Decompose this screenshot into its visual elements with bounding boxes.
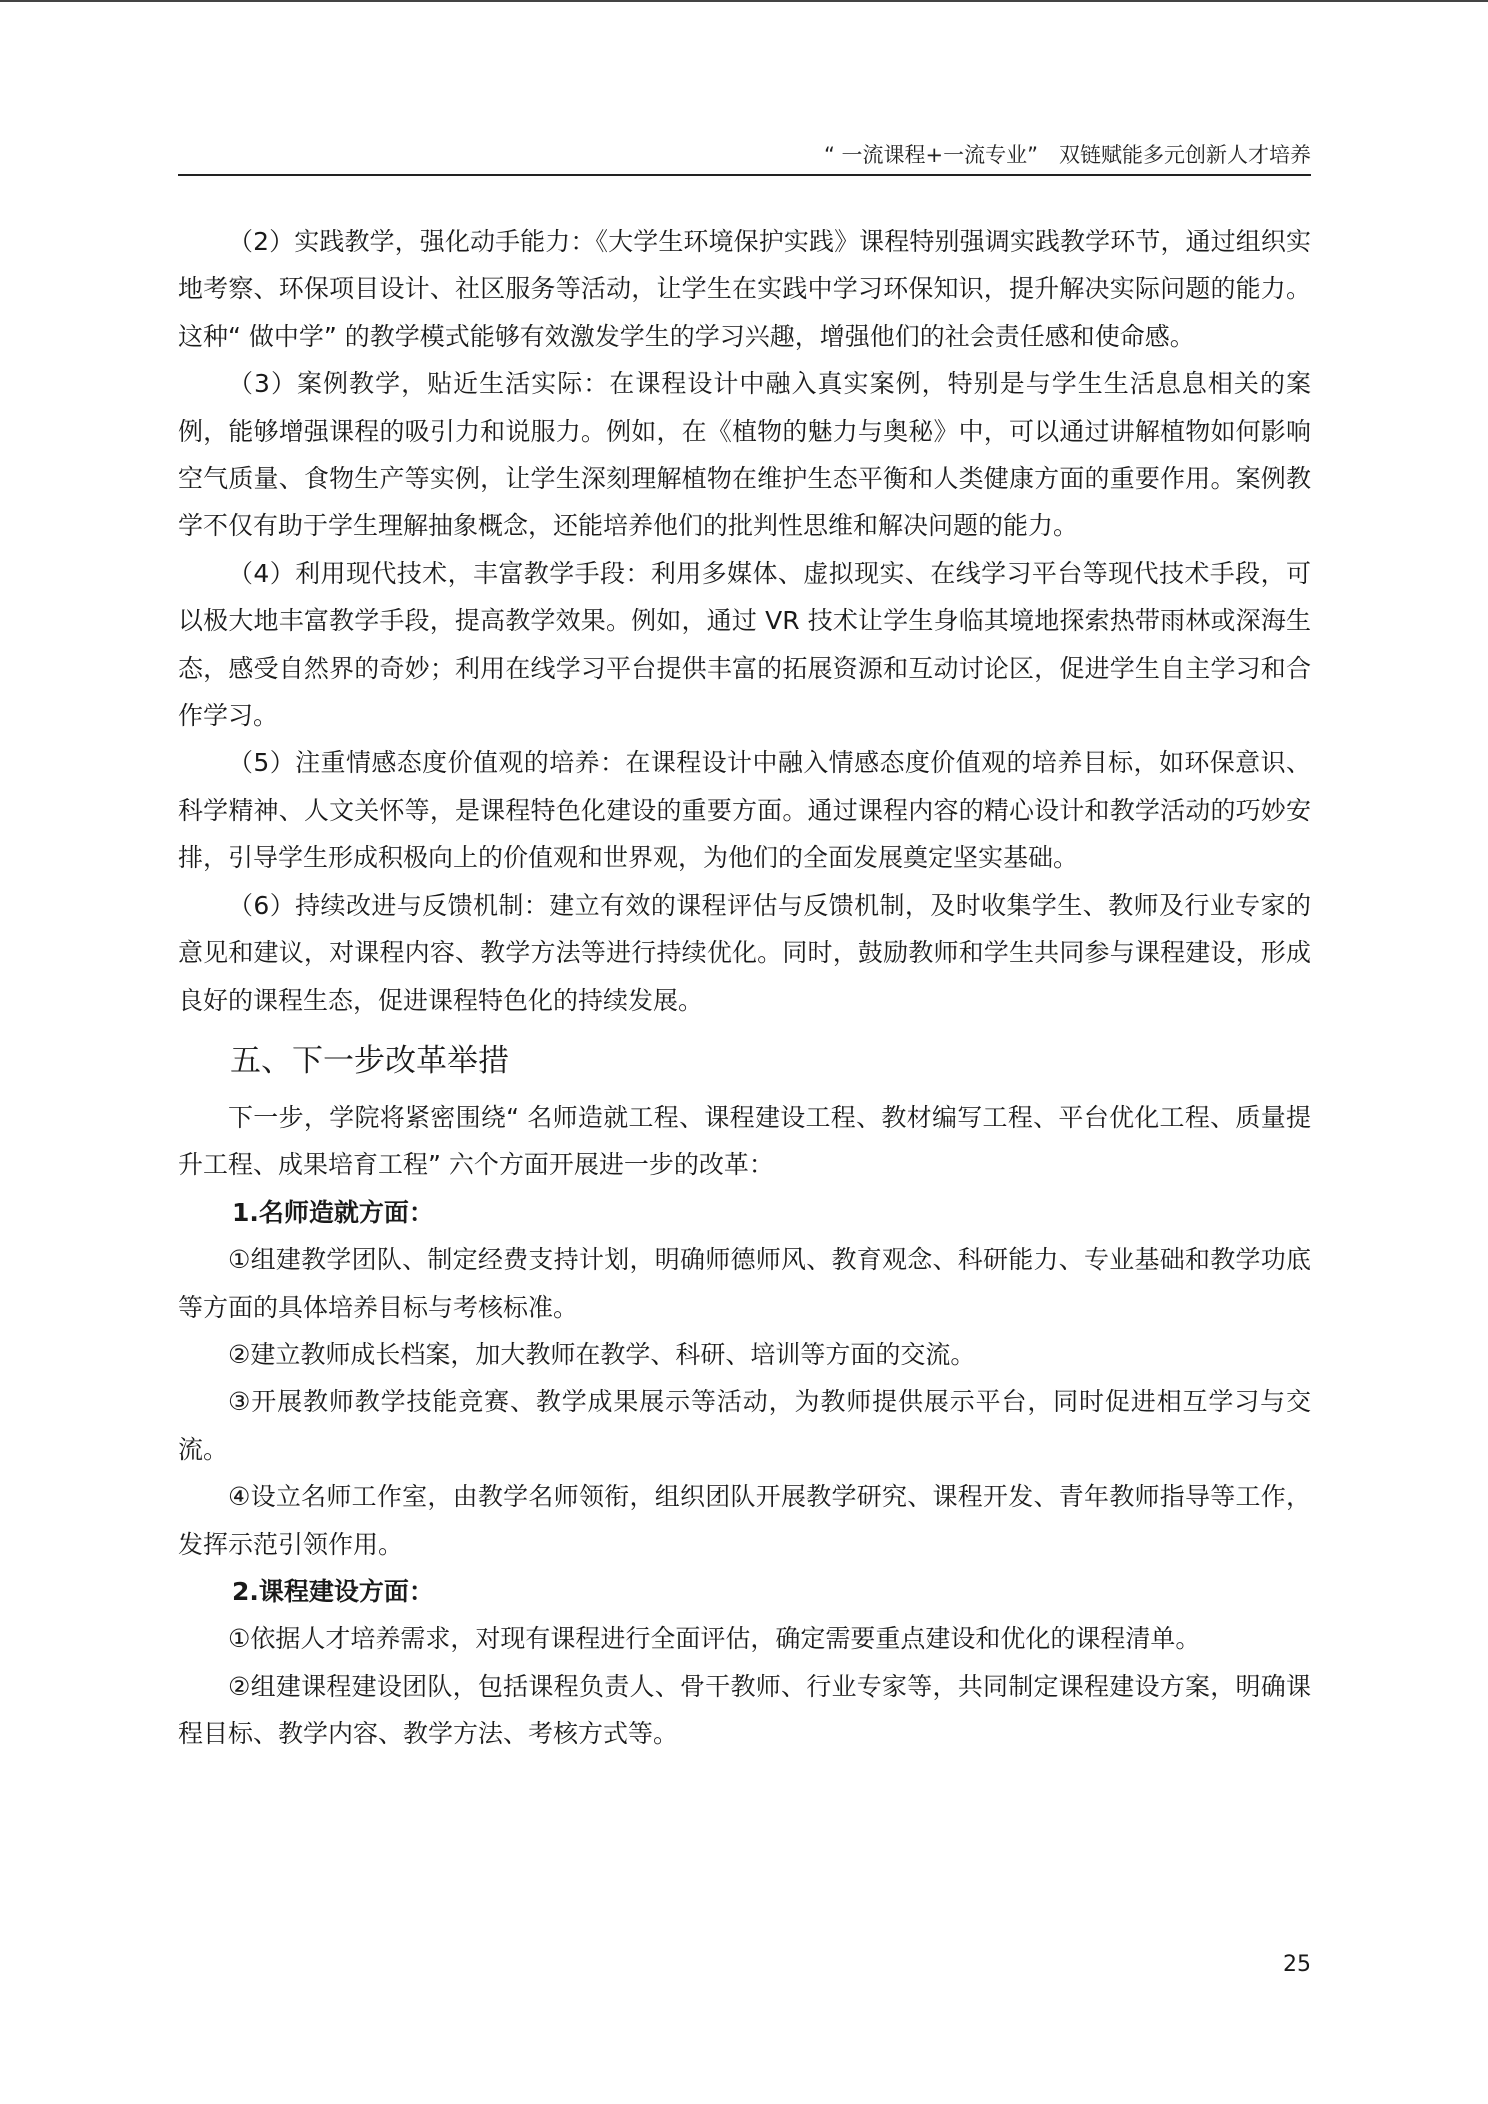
list-item-course-team: ②组建课程建设团队，包括课程负责人、骨干教师、行业专家等，共同制定课程建设方案，明确课程目标、教学内容、教学方法、考核方式等。: [178, 1671, 1311, 1749]
list-item-course-evaluation: ①依据人才培养需求，对现有课程进行全面评估，确定需要重点建设和优化的课程清单。: [228, 1624, 1201, 1654]
list-item-teaching-team: ①组建教学团队、制定经费支持计划，明确师德师风、教育观念、科研能力、专业基础和教学功底等方面的具体培养目标与考核标准。: [178, 1245, 1311, 1322]
paragraph-feedback-mechanism: （6）持续改进与反馈机制：建立有效的课程评估与反馈机制，及时收集学生、教师及行业专家的意见和建议，对课程内容、教学方法等进行持续优化。同时，鼓励教师和学生共同参与课程建设，形成良好的课程生态，促进课程特色化的持续发展。: [178, 890, 1311, 1015]
subheading-famous-teachers: 1.名师造就方面：: [232, 1197, 434, 1227]
running-header-title: “ 一流课程+一流专业” 双链赋能多元创新人才培养: [823, 143, 1311, 167]
paragraph-values-cultivation: （5）注重情感态度价值观的培养：在课程设计中融入情感态度价值观的培养目标，如环保意识、科学精神、人文关怀等，是课程特色化建设的重要方面。通过课程内容的精心设计和教学活动的巧妙安排，引导学生形成积极向上的价值观和世界观，为他们的全面发展奠定坚实基础。: [178, 748, 1311, 873]
subheading-course-construction: 2.课程建设方面：: [232, 1576, 434, 1606]
paragraph-practice-teaching: （2）实践教学，强化动手能力：《大学生环境保护实践》课程特别强调实践教学环节，通过组织实地考察、环保项目设计、社区服务等活动，让学生在实践中学习环保知识，提升解决实际问题的能力。这种“ 做中学” 的教学模式能够有效激发学生的学习兴趣，增强他们的社会责任感和使命感。: [178, 227, 1311, 351]
list-item-growth-archive: ②建立教师成长档案，加大教师在教学、科研、培训等方面的交流。: [228, 1339, 976, 1369]
section-heading: 五、下一步改革举措: [230, 1042, 509, 1079]
paragraph-modern-technology: （4）利用现代技术，丰富教学手段：利用多媒体、虚拟现实、在线学习平台等现代技术手段，可以极大地丰富教学手段，提高教学效果。例如，通过 VR 技术让学生身临其境地探索热带雨林或深海生态，感受自然界的奇妙；利用在线学习平台提供丰富的拓展资源和互动讨论区，促进学生自主学习和合作学习。: [178, 558, 1311, 731]
paragraph-next-steps-intro: 下一步，学院将紧密围绕“ 名师造就工程、课程建设工程、教材编写工程、平台优化工程、质量提升工程、成果培育工程” 六个方面开展进一步的改革：: [178, 1102, 1311, 1180]
paragraph-case-teaching: （3）案例教学，贴近生活实际：在课程设计中融入真实案例，特别是与学生生活息息相关的案例，能够增强课程的吸引力和说服力。例如，在《植物的魅力与奥秘》中，可以通过讲解植物如何影响空气质量、食物生产等实例，让学生深刻理解植物在维护生态平衡和人类健康方面的重要作用。案例教学不仅有助于学生理解抽象概念，还能培养他们的批判性思维和解决问题的能力。: [178, 369, 1311, 541]
list-item-master-studio: ④设立名师工作室，由教学名师领衔，组织团队开展教学研究、课程开发、青年教师指导等工作，发挥示范引领作用。: [178, 1482, 1311, 1559]
page-body: [178, 218, 1311, 1758]
running-header: [178, 140, 1311, 176]
page-number: 25: [1283, 1952, 1311, 1977]
list-item-skills-competition: ③开展教师教学技能竞赛、教学成果展示等活动，为教师提供展示平台，同时促进相互学习与交流。: [178, 1387, 1311, 1464]
top-border-line: [0, 0, 1488, 2]
